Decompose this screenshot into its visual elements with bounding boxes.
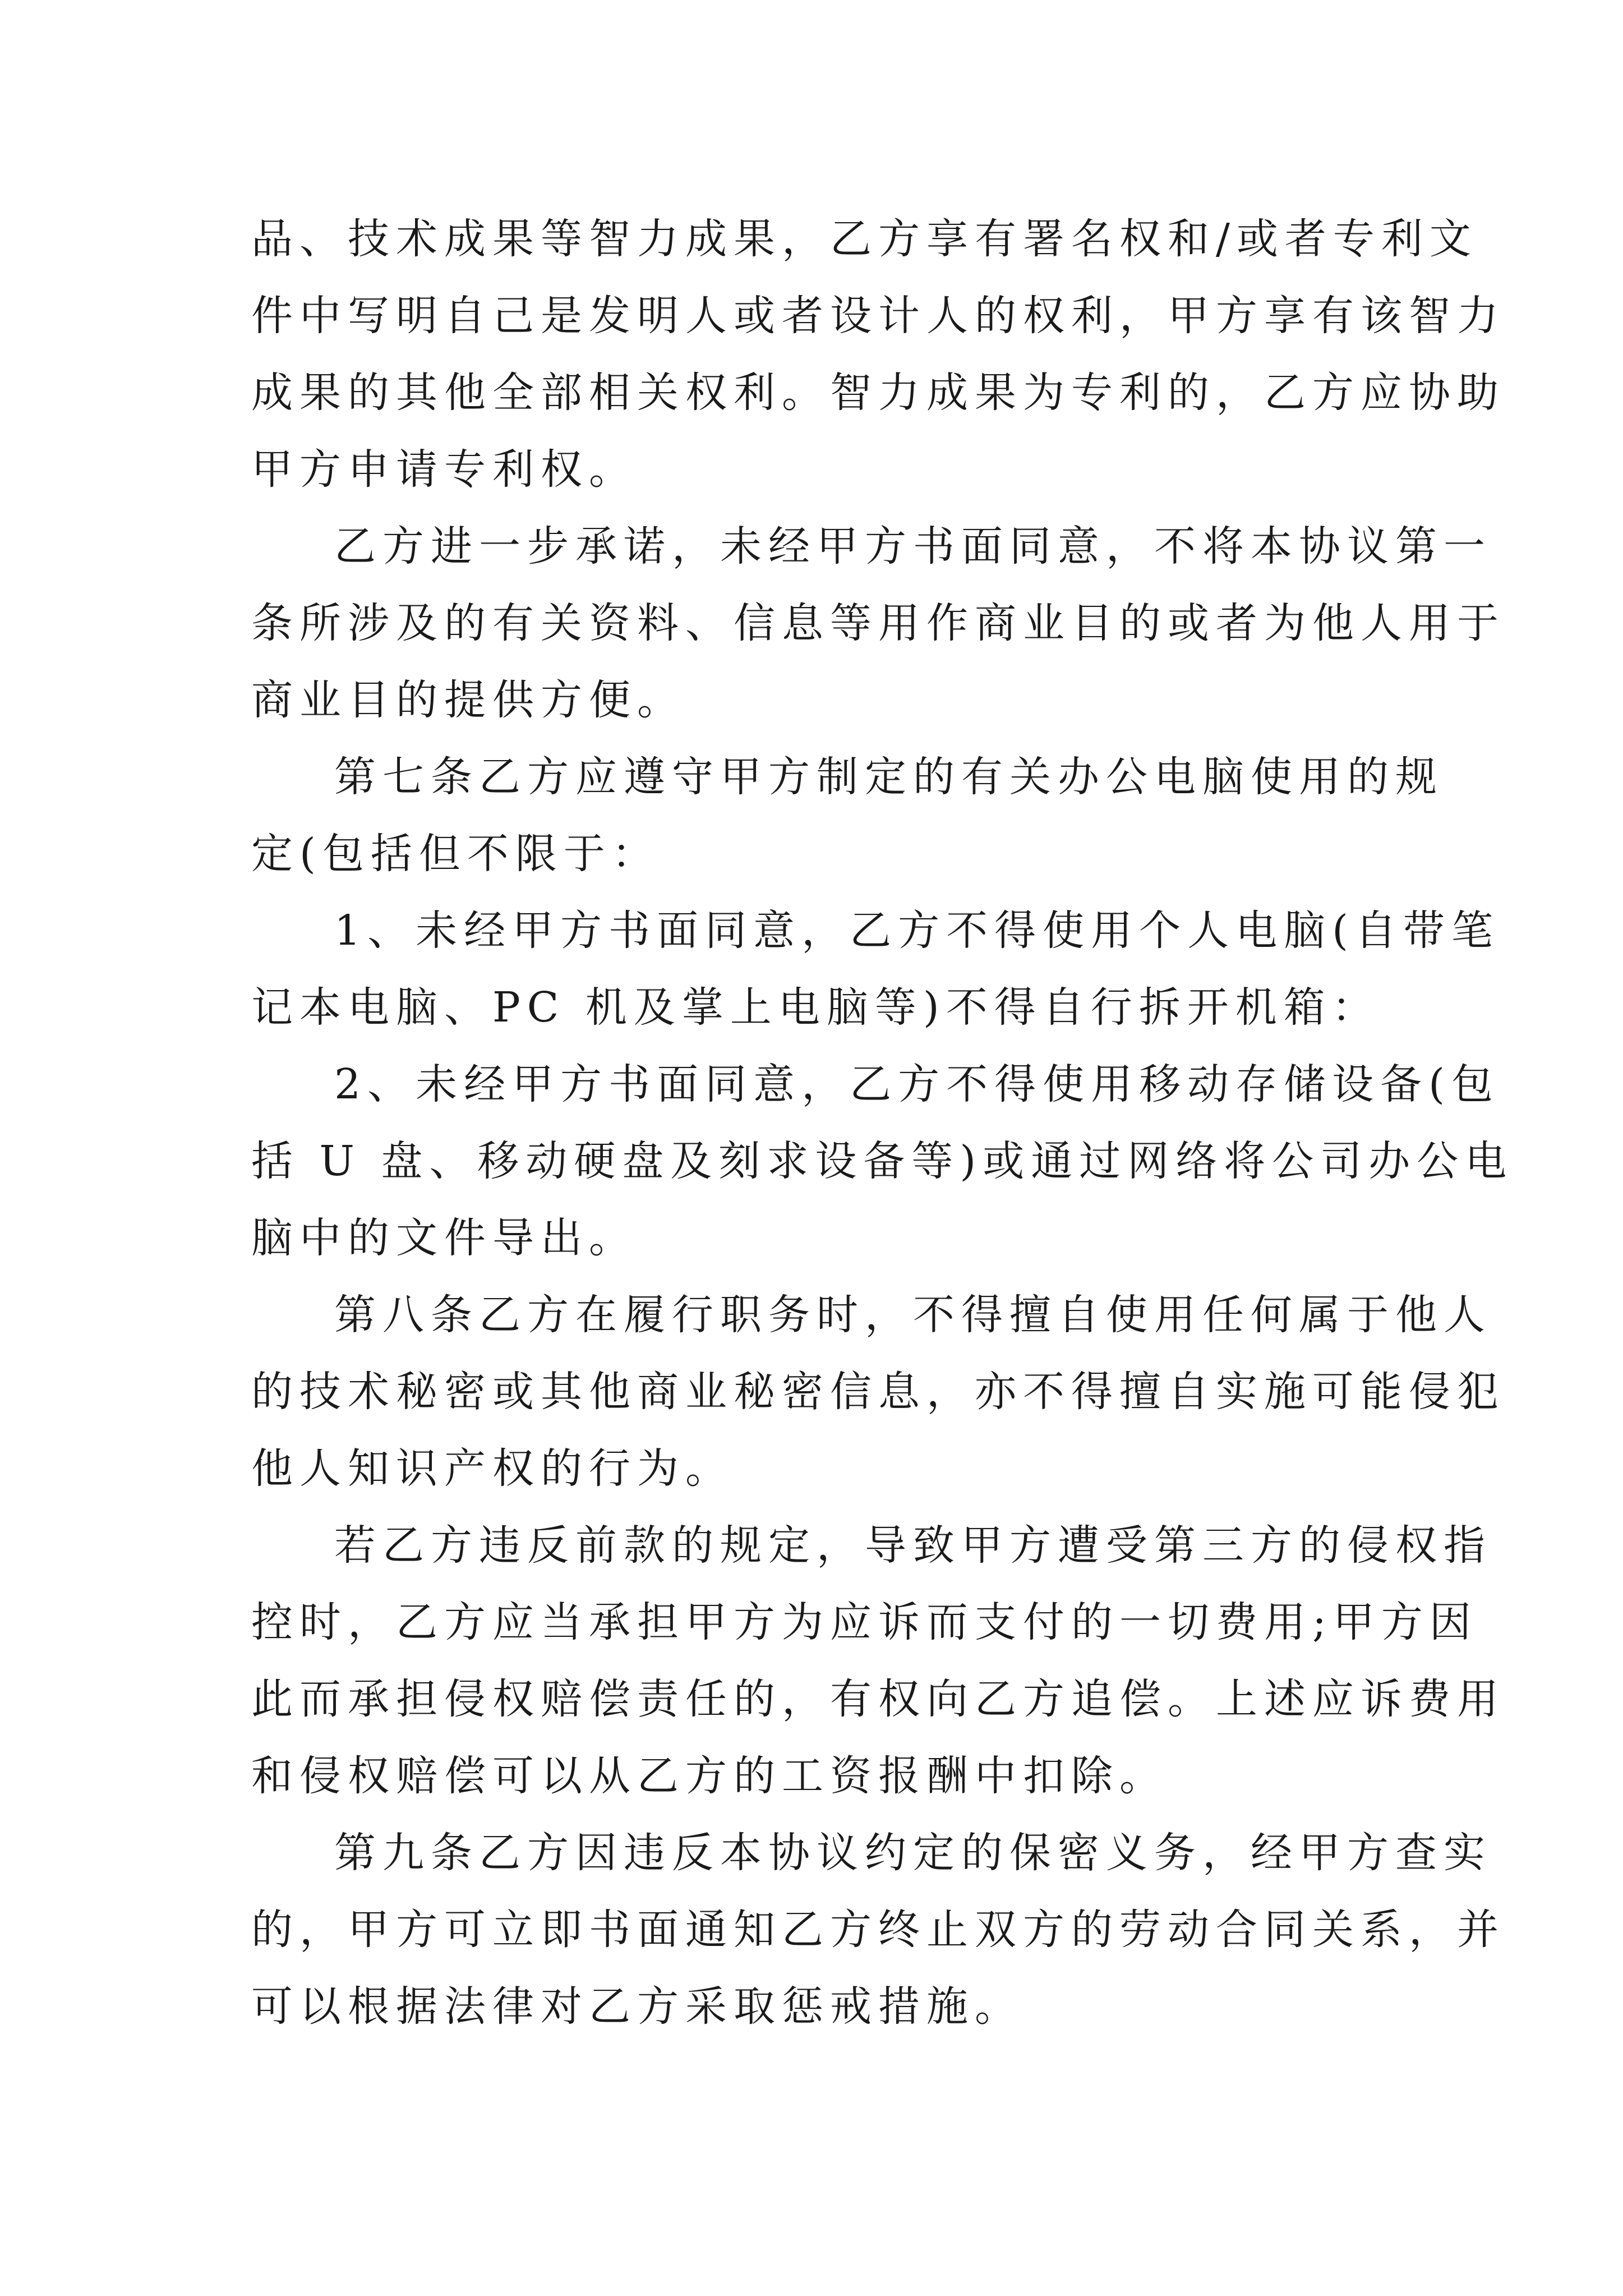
text-line: 甲方申请专利权。 bbox=[251, 445, 637, 494]
text-line: 记本电脑、PC 机及掌上电脑等)不得自行拆开机箱： bbox=[251, 983, 1380, 1032]
text-line: 括 U 盘、移动硬盘及刻求设备等)或通过网络将公司办公电 bbox=[251, 1137, 1514, 1185]
text-line: 第九条乙方因违反本协议约定的保密义务，经甲方查实 bbox=[334, 1829, 1492, 1877]
text-line: 品、技术成果等智力成果，乙方享有署名权和/或者专利文 bbox=[251, 215, 1478, 263]
text-line: 此而承担侵权赔偿责任的，有权向乙方追偿。上述应诉费用 bbox=[251, 1675, 1505, 1723]
text-line: 定(包括但不限于： bbox=[251, 830, 660, 878]
text-line: 1、未经甲方书面同意，乙方不得使用个人电脑(自带笔 bbox=[334, 907, 1500, 955]
text-line: 控时，乙方应当承担甲方为应诉而支付的一切费用;甲方因 bbox=[251, 1598, 1478, 1646]
text-line: 可以根据法律对乙方采取惩戒措施。 bbox=[251, 1982, 1023, 2031]
text-line: 第七条乙方应遵守甲方制定的有关办公电脑使用的规 bbox=[334, 753, 1444, 801]
text-line: 成果的其他全部相关权利。智力成果为专利的，乙方应协助 bbox=[251, 369, 1505, 417]
text-line: 第八条乙方在履行职务时，不得擅自使用任何属于他人 bbox=[334, 1291, 1492, 1339]
text-line: 件中写明自己是发明人或者设计人的权利，甲方享有该智力 bbox=[251, 292, 1505, 340]
text-line: 的，甲方可立即书面通知乙方终止双方的劳动合同关系，并 bbox=[251, 1906, 1505, 1954]
document-body bbox=[251, 201, 1514, 2045]
text-line: 商业目的提供方便。 bbox=[251, 676, 685, 724]
text-line: 和侵权赔偿可以从乙方的工资报酬中扣除。 bbox=[251, 1752, 1168, 1800]
text-line: 的技术秘密或其他商业秘密信息，亦不得擅自实施可能侵犯 bbox=[251, 1368, 1505, 1416]
text-line: 若乙方违反前款的规定，导致甲方遭受第三方的侵权指 bbox=[334, 1521, 1492, 1570]
text-line: 他人知识产权的行为。 bbox=[251, 1444, 734, 1493]
text-line: 脑中的文件导出。 bbox=[251, 1214, 637, 1262]
text-line: 乙方进一步承诺，未经甲方书面同意，不将本协议第一 bbox=[334, 522, 1492, 570]
text-line: 条所涉及的有关资料、信息等用作商业目的或者为他人用于 bbox=[251, 599, 1505, 647]
text-line: 2、未经甲方书面同意，乙方不得使用移动存储设备(包 bbox=[334, 1060, 1500, 1108]
